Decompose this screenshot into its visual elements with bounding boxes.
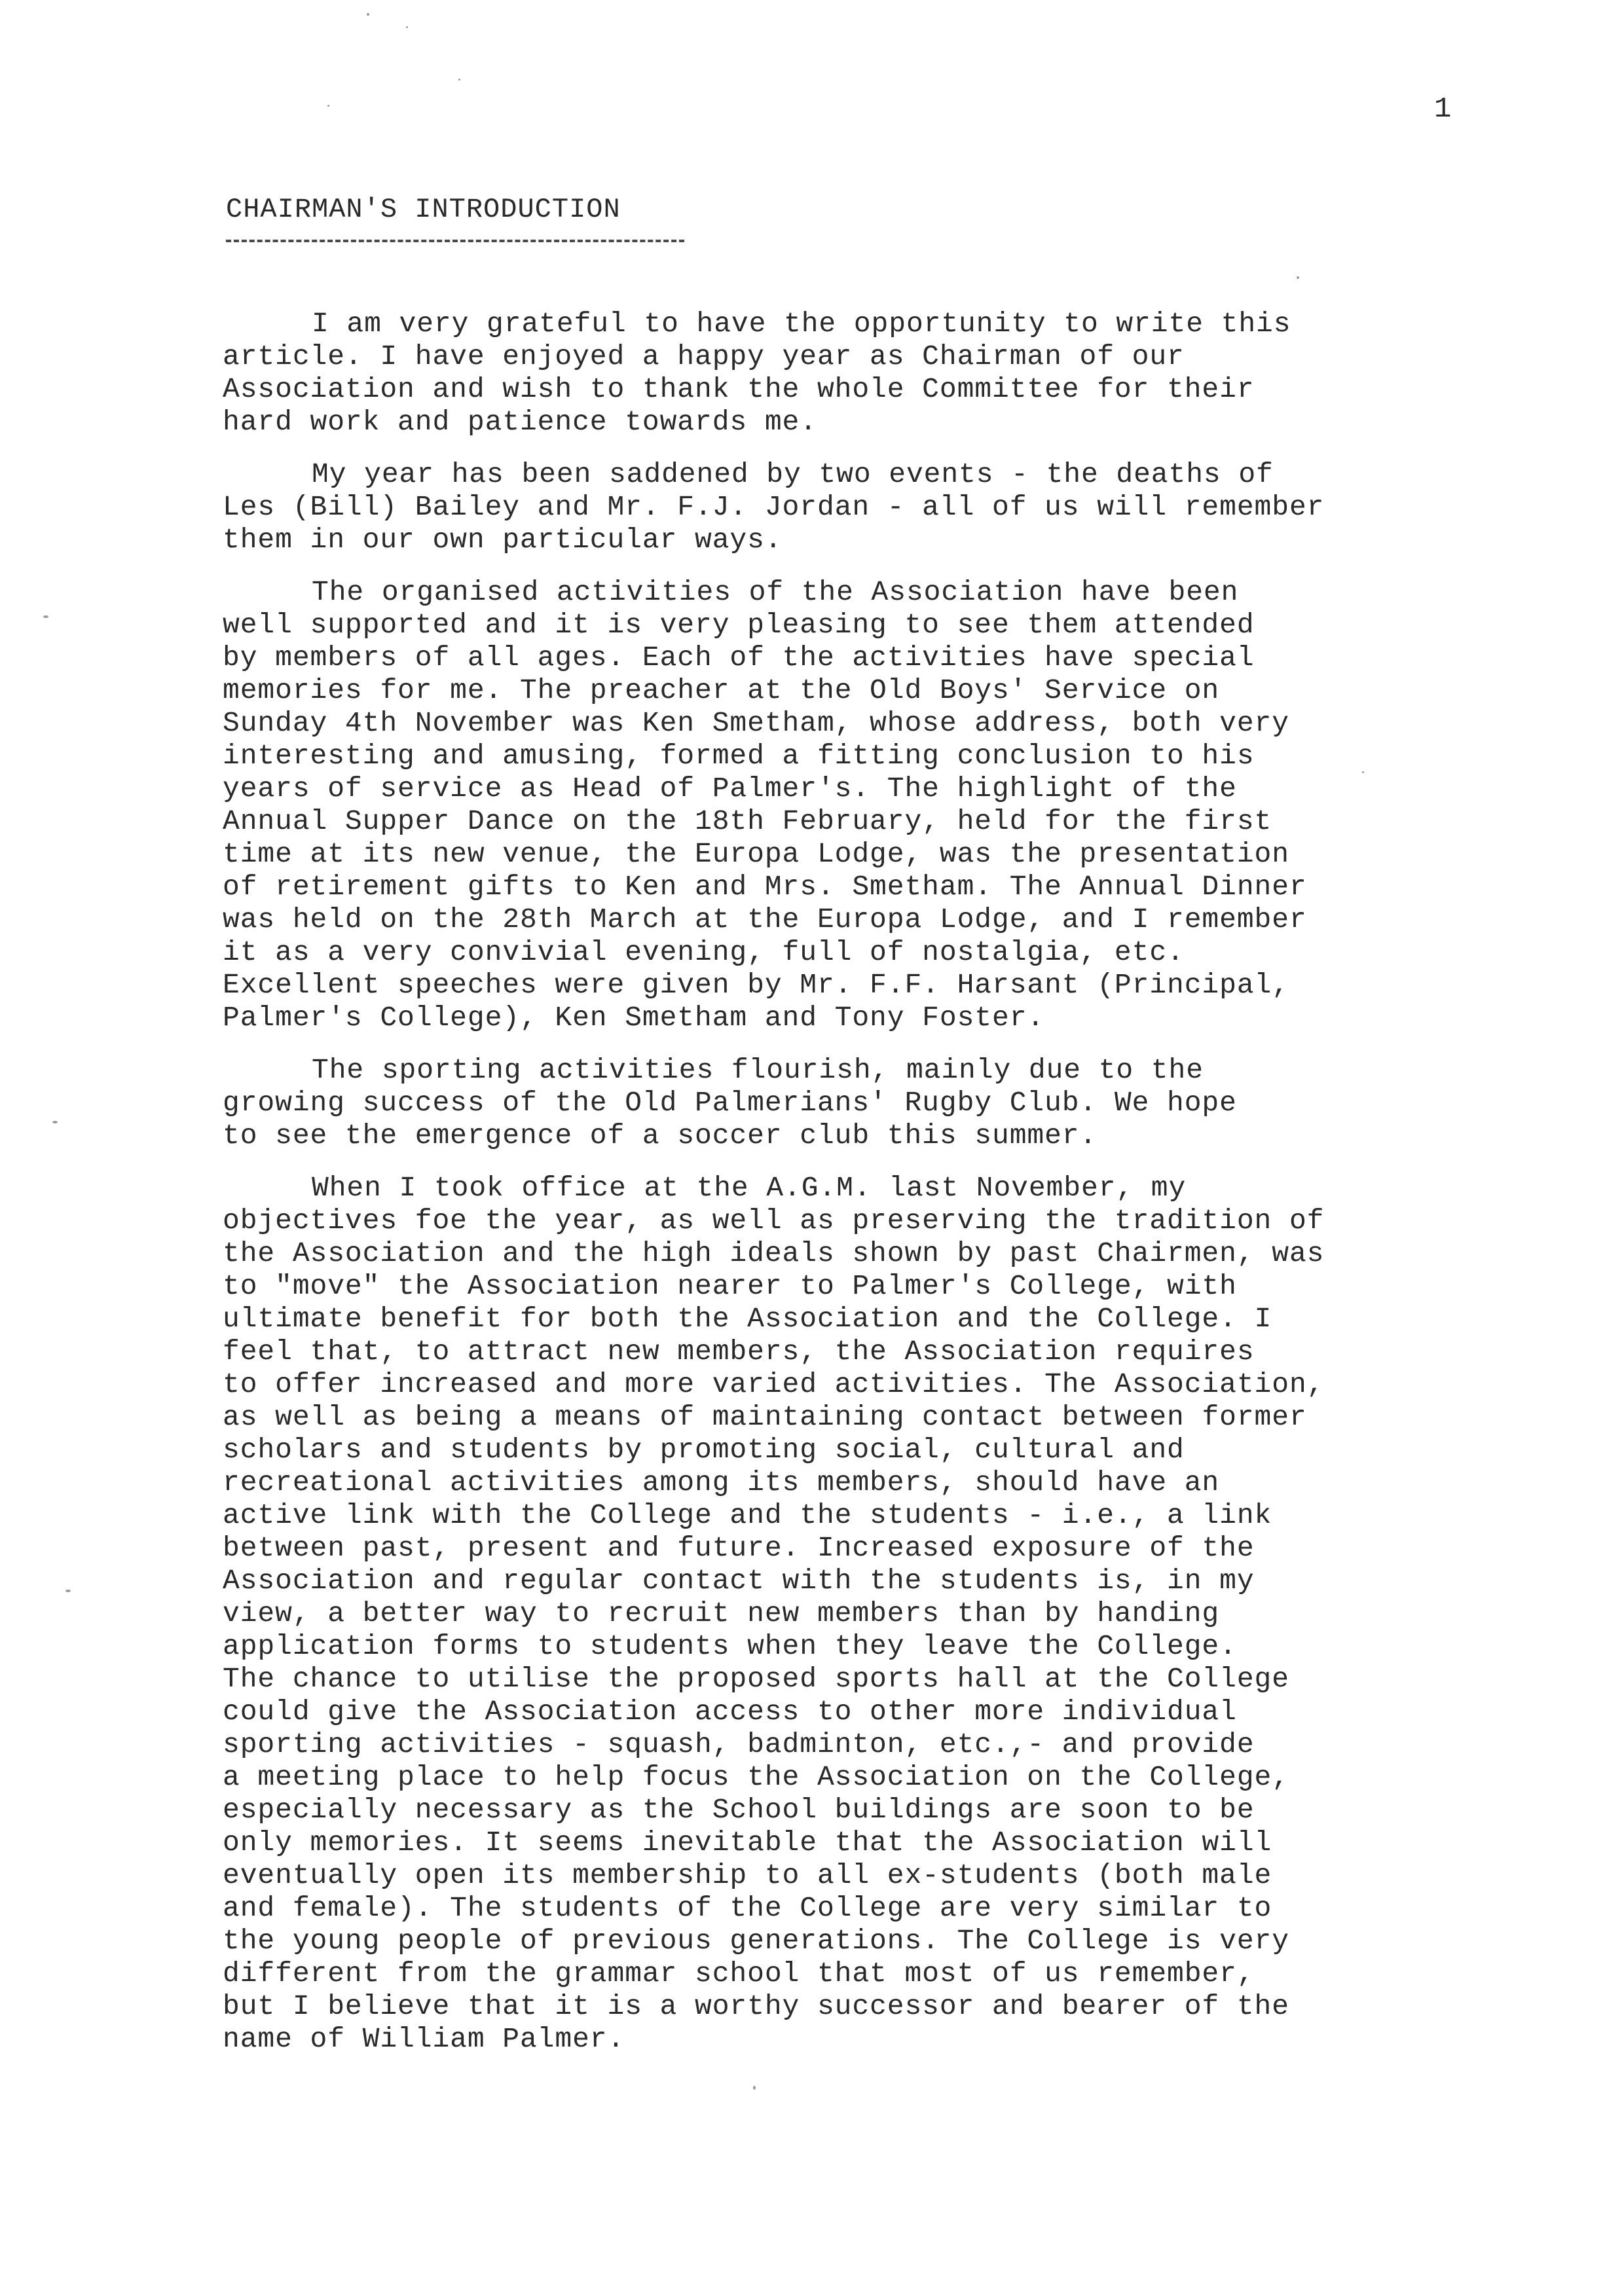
text-line: The chance to utilise the proposed sports hall at the College	[223, 1663, 1289, 1695]
text-line: feel that, to attract new members, the Association requires	[223, 1336, 1255, 1368]
text-line: and female). The students of the College are very similar to	[223, 1892, 1272, 1924]
text-line: to see the emergence of a soccer club this summer.	[223, 1120, 1098, 1152]
paragraph	[223, 1054, 1532, 1152]
text-line: was held on the 28th March at the Europa Lodge, and I remember	[223, 903, 1307, 936]
text-line: eventually open its membership to all ex-students (both male	[223, 1859, 1272, 1891]
scan-speck	[406, 26, 408, 28]
text-line: name of William Palmer.	[223, 2023, 625, 2055]
text-line: interesting and amusing, formed a fitting conclusion to his	[223, 740, 1255, 772]
text-line: them in our own particular ways.	[223, 524, 783, 556]
paragraph	[223, 576, 1532, 1034]
text-line: memories for me. The preacher at the Old Boys' Service on	[223, 674, 1220, 706]
scan-speck	[1297, 276, 1299, 279]
text-line: Les (Bill) Bailey and Mr. F.J. Jordan - all of us will remember	[223, 491, 1325, 523]
scan-speck	[52, 1121, 58, 1123]
text-line: especially necessary as the School buildings are soon to be	[223, 1794, 1255, 1826]
text-line: to "move" the Association nearer to Palmer's College, with	[223, 1270, 1237, 1302]
text-line: Association and wish to thank the whole Committee for their	[223, 373, 1255, 405]
text-line: different from the grammar school that most of us remember,	[223, 1958, 1255, 1990]
text-line: a meeting place to help focus the Association on the College,	[223, 1761, 1289, 1793]
scan-speck	[43, 615, 48, 618]
text-line: it as a very convivial evening, full of nostalgia, etc.	[223, 936, 1185, 968]
text-line: only memories. It seems inevitable that the Association will	[223, 1827, 1272, 1859]
text-line: but I believe that it is a worthy successor and bearer of the	[223, 1990, 1289, 2022]
text-line: hard work and patience towards me.	[223, 406, 817, 438]
title-underline	[226, 240, 684, 242]
text-line: When I took office at the A.G.M. last November, my	[312, 1172, 1187, 1204]
text-line: to offer increased and more varied activities. The Association,	[223, 1368, 1325, 1400]
text-line: active link with the College and the students - i.e., a link	[223, 1499, 1272, 1531]
text-line: as well as being a means of maintaining contact between former	[223, 1401, 1307, 1433]
text-line: The organised activities of the Association have been	[312, 576, 1239, 608]
text-line: ultimate benefit for both the Association and the College. I	[223, 1303, 1272, 1335]
text-line: between past, present and future. Increased exposure of the	[223, 1532, 1255, 1564]
text-line: view, a better way to recruit new members than by handing	[223, 1597, 1220, 1630]
scan-speck	[753, 2086, 756, 2090]
text-line: application forms to students when they leave the College.	[223, 1630, 1237, 1662]
text-line: sporting activities - squash, badminton, etc.,- and provide	[223, 1728, 1255, 1760]
text-line: article. I have enjoyed a happy year as Chairman of our	[223, 340, 1185, 373]
scan-speck	[458, 79, 460, 81]
paragraph	[223, 308, 1532, 439]
text-line: years of service as Head of Palmer's. The highlight of the	[223, 773, 1237, 805]
scan-speck	[367, 13, 369, 16]
scan-speck	[327, 105, 329, 107]
text-line: recreational activities among its members, should have an	[223, 1467, 1220, 1499]
text-line: of retirement gifts to Ken and Mrs. Smetham. The Annual Dinner	[223, 871, 1307, 903]
text-line: the young people of previous generations. The College is very	[223, 1925, 1289, 1957]
paragraph	[223, 458, 1532, 556]
article-body	[223, 308, 1532, 2075]
text-line: time at its new venue, the Europa Lodge, was the presentation	[223, 838, 1289, 870]
text-line: Palmer's College), Ken Smetham and Tony Foster.	[223, 1002, 1045, 1034]
text-line: scholars and students by promoting social, cultural and	[223, 1434, 1185, 1466]
text-line: Excellent speeches were given by Mr. F.F. Harsant (Principal,	[223, 969, 1289, 1001]
text-line: Association and regular contact with the students is, in my	[223, 1565, 1255, 1597]
text-line: The sporting activities flourish, mainly due to the	[312, 1054, 1204, 1086]
text-line: Sunday 4th November was Ken Smetham, whose address, both very	[223, 707, 1289, 739]
text-line: well supported and it is very pleasing to see them attended	[223, 609, 1255, 641]
text-line: the Association and the high ideals shown by past Chairmen, was	[223, 1237, 1325, 1269]
page-title: CHAIRMAN'S INTRODUCTION	[226, 194, 621, 225]
text-line: objectives foe the year, as well as preserving the tradition of	[223, 1205, 1325, 1237]
scan-speck	[1362, 771, 1364, 773]
text-line: growing success of the Old Palmerians' Rugby Club. We hope	[223, 1087, 1237, 1119]
text-line: I am very grateful to have the opportunity to write this	[312, 308, 1291, 340]
paragraph	[223, 1172, 1532, 2056]
page-number: 1	[1434, 93, 1452, 126]
scan-speck	[65, 1590, 71, 1592]
text-line: could give the Association access to other more individual	[223, 1696, 1237, 1728]
text-line: by members of all ages. Each of the activities have special	[223, 642, 1255, 674]
text-line: Annual Supper Dance on the 18th February, held for the first	[223, 805, 1272, 837]
text-line: My year has been saddened by two events - the deaths of	[312, 458, 1274, 490]
